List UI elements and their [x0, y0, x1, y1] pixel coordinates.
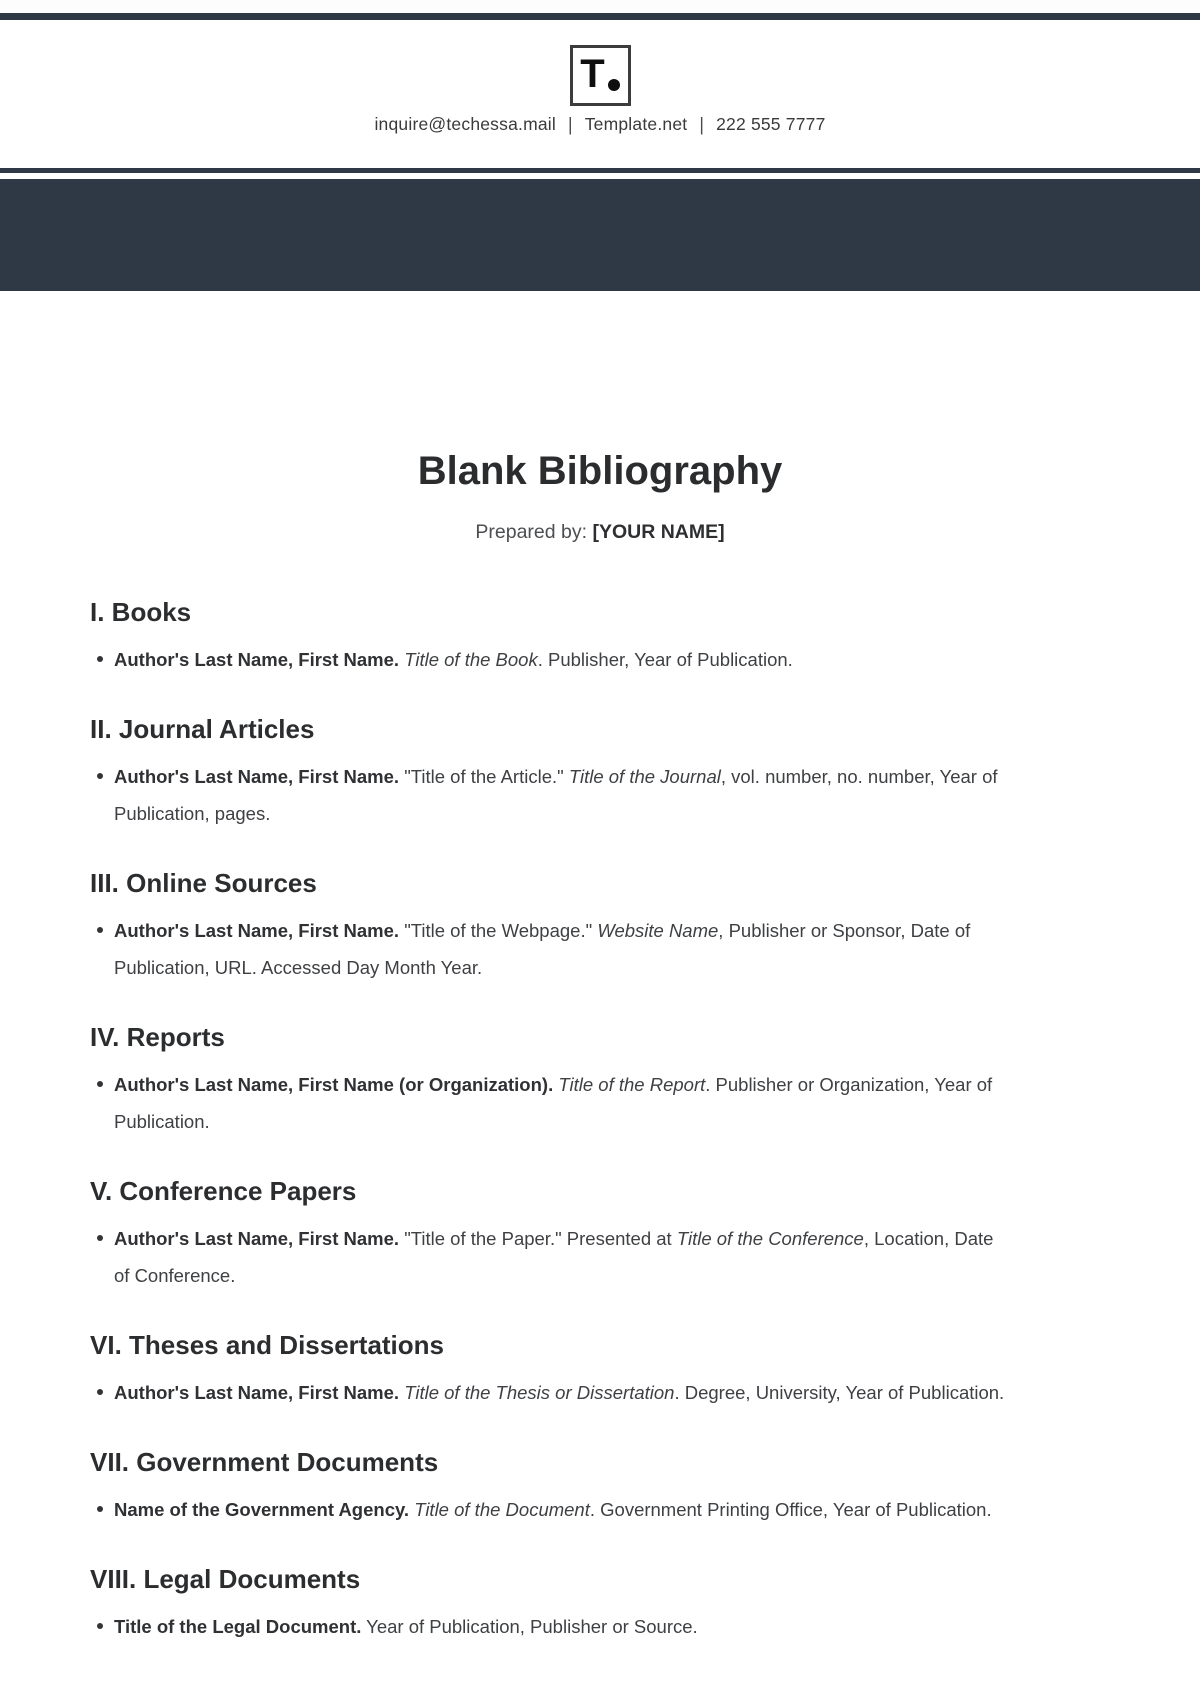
citation-entry	[90, 1491, 1010, 1528]
citation-entry	[90, 641, 1010, 678]
logo-dot-icon	[608, 79, 620, 91]
citation-entry	[90, 1608, 1010, 1645]
citation-run-italic: Title of the Book	[404, 649, 538, 670]
citation-list	[90, 1608, 1010, 1645]
citation-run-normal: . Degree, University, Year of Publication.	[674, 1382, 1005, 1403]
section-heading: IV. Reports	[90, 1022, 225, 1052]
bibliography-section	[90, 714, 1110, 832]
citation-list	[90, 1066, 1010, 1140]
citation-run-italic: Title of the Thesis or Dissertation	[404, 1382, 675, 1403]
citation-run-normal: , Publisher or Sponsor, Date of Publication, URL. Accessed Day Month Year.	[114, 920, 971, 978]
section-heading: V. Conference Papers	[90, 1176, 357, 1206]
brand-logo	[570, 45, 631, 106]
section-heading: VII. Government Documents	[90, 1447, 439, 1477]
citation-run-normal: . Publisher, Year of Publication.	[537, 649, 793, 670]
section-heading: III. Online Sources	[90, 868, 317, 898]
citation-entry	[90, 1220, 1010, 1294]
citation-list	[90, 912, 1010, 986]
bibliography-section	[90, 1564, 1110, 1645]
section-heading: VIII. Legal Documents	[90, 1564, 361, 1594]
contact-phone: 222 555 7777	[716, 114, 826, 134]
document-body	[0, 449, 1200, 1645]
citation-list	[90, 1220, 1010, 1294]
citation-list	[90, 641, 1010, 678]
citation-run-bold: Name of the Government Agency.	[114, 1499, 410, 1520]
citation-entry	[90, 1374, 1010, 1411]
page-title: Blank Bibliography	[417, 449, 783, 493]
citation-entry	[90, 758, 1010, 832]
logo-letter: T	[580, 51, 605, 96]
citation-run-bold: Author's Last Name, First Name.	[114, 649, 400, 670]
bibliography-section	[90, 1176, 1110, 1294]
citation-run-bold: Author's Last Name, First Name.	[114, 766, 400, 787]
accent-band	[0, 179, 1200, 291]
contact-separator: |	[699, 113, 705, 135]
citation-run-normal: , Location, Date of Conference.	[114, 1228, 994, 1286]
bibliography-section	[90, 597, 1110, 678]
citation-run-bold: Title of the Legal Document.	[114, 1616, 362, 1637]
section-heading: II. Journal Articles	[90, 714, 315, 744]
citation-run-italic: Title of the Document	[414, 1499, 590, 1520]
citation-run-normal: "Title of the Paper." Presented at	[399, 1228, 677, 1249]
bibliography-section	[90, 1022, 1110, 1140]
citation-run-bold: Author's Last Name, First Name (or Organization).	[114, 1074, 554, 1095]
page-top-margin	[0, 0, 1200, 13]
top-accent-rule	[0, 13, 1200, 20]
bibliography-sections	[90, 597, 1110, 1645]
citation-list	[90, 758, 1010, 832]
contact-separator: |	[567, 113, 573, 135]
citation-run-normal: "Title of the Article."	[399, 766, 569, 787]
document-header	[0, 45, 1200, 135]
citation-run-bold: Author's Last Name, First Name.	[114, 920, 400, 941]
citation-entry	[90, 1066, 1010, 1140]
citation-list	[90, 1491, 1010, 1528]
citation-run-bold: Author's Last Name, First Name.	[114, 1228, 400, 1249]
citation-run-italic: Title of the Journal	[568, 766, 721, 787]
bibliography-section	[90, 1447, 1110, 1528]
citation-run-normal: Year of Publication, Publisher or Source.	[361, 1616, 698, 1637]
prepared-by-value: [YOUR NAME]	[592, 521, 725, 543]
citation-run-bold: Author's Last Name, First Name.	[114, 1382, 400, 1403]
citation-list	[90, 1374, 1010, 1411]
citation-run-normal: . Government Printing Office, Year of Publication.	[589, 1499, 992, 1520]
citation-entry	[90, 912, 1010, 986]
citation-run-italic: Website Name	[597, 920, 719, 941]
prepared-by-line	[90, 519, 1110, 545]
contact-website: Template.net	[584, 114, 688, 134]
bibliography-section	[90, 868, 1110, 986]
contact-email: inquire@techessa.mail	[374, 114, 556, 134]
prepared-by-label: Prepared by:	[475, 521, 588, 543]
section-heading: VI. Theses and Dissertations	[90, 1330, 445, 1360]
citation-run-italic: Title of the Conference	[676, 1228, 864, 1249]
citation-run-italic: Title of the Report	[558, 1074, 706, 1095]
contact-info	[0, 114, 1200, 135]
citation-run-normal: , vol. number, no. number, Year of Publication, pages.	[114, 766, 998, 824]
citation-run-normal: "Title of the Webpage."	[399, 920, 598, 941]
section-heading: I. Books	[90, 597, 192, 627]
citation-run-normal: . Publisher or Organization, Year of Publication.	[114, 1074, 993, 1132]
bibliography-section	[90, 1330, 1110, 1411]
